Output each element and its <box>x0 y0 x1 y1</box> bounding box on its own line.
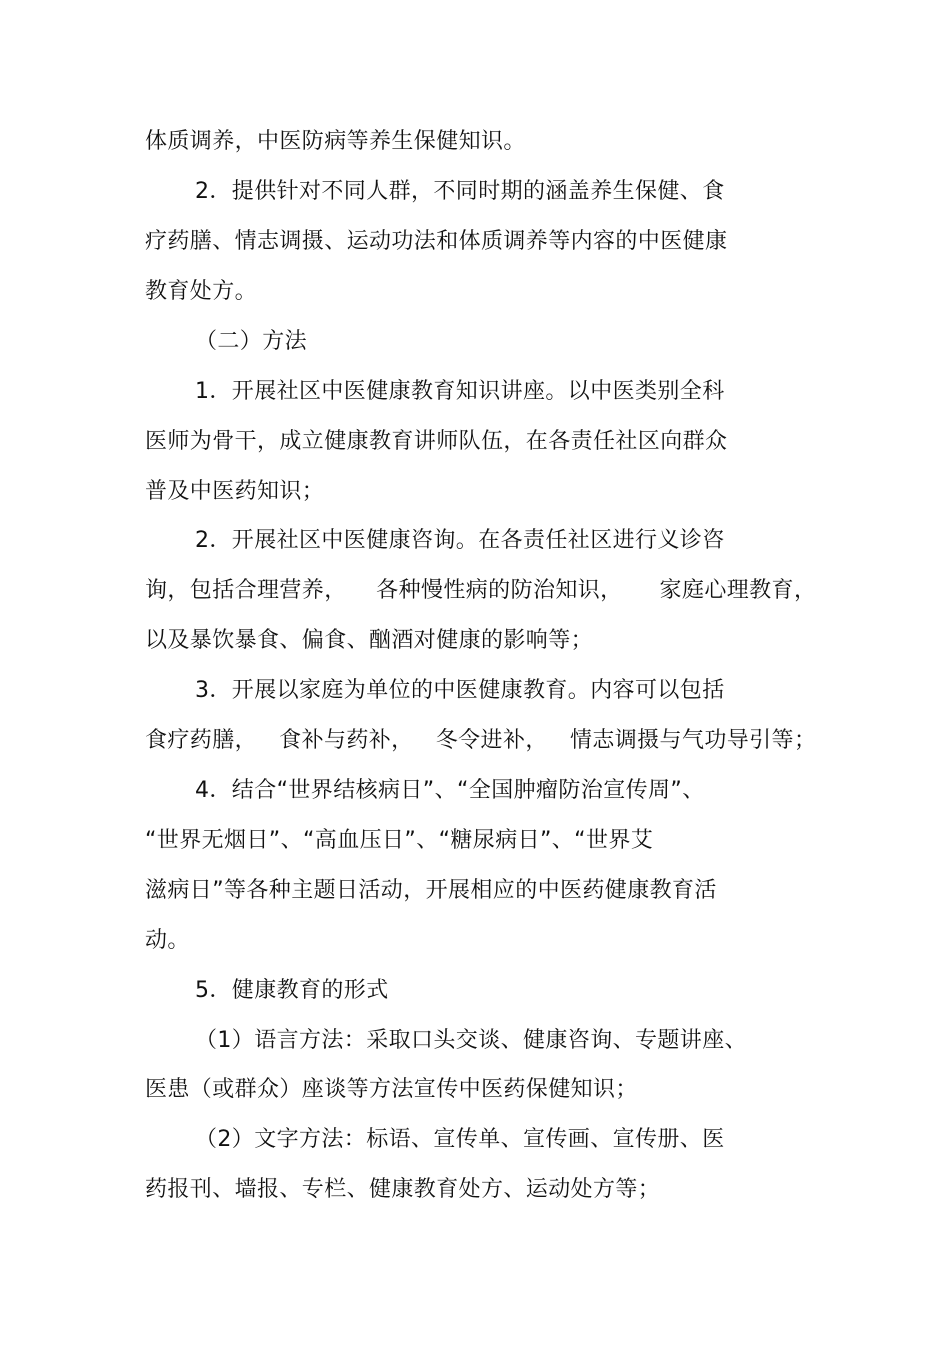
text-line: 3．开展以家庭为单位的中医健康教育。内容可以包括 <box>195 678 725 703</box>
text-line: 滋病日”等各种主题日活动，开展相应的中医药健康教育活 <box>145 878 717 903</box>
text-line: 2．提供针对不同人群，不同时期的涵盖养生保健、食 <box>195 179 725 204</box>
text-line: （1）语言方法：采取口头交谈、健康咨询、专题讲座、 <box>195 1028 747 1053</box>
text-line: 1．开展社区中医健康教育知识讲座。以中医类别全科 <box>195 379 725 404</box>
text-line: 普及中医药知识； <box>145 479 325 504</box>
text-line: （2）文字方法：标语、宣传单、宣传画、宣传册、医 <box>195 1127 725 1152</box>
text-line: “世界无烟日”、“高血压日”、“糖尿病日”、“世界艾 <box>145 828 654 853</box>
text-line: 5．健康教育的形式 <box>195 978 389 1003</box>
text-line: 体质调养，中医防病等养生保健知识。 <box>145 129 526 154</box>
text-line: 2．开展社区中医健康咨询。在各责任社区进行义诊咨 <box>195 528 725 553</box>
text-line: 教育处方。 <box>145 279 258 304</box>
text-line: 以及暴饮暴食、偏食、酗酒对健康的影响等； <box>145 628 594 653</box>
text-line: 动。 <box>145 928 190 953</box>
text-line: 询，包括合理营养， 各种慢性病的防治知识， 家庭心理教育， <box>145 578 817 603</box>
text-line: （二）方法 <box>195 329 308 354</box>
text-line: 医师为骨干，成立健康教育讲师队伍，在各责任社区向群众 <box>145 429 728 454</box>
text-line: 医患（或群众）座谈等方法宣传中医药保健知识； <box>145 1077 638 1102</box>
text-line: 食疗药膳， 食补与药补， 冬令进补， 情志调摄与气功导引等； <box>145 728 817 753</box>
text-line: 药报刊、墙报、专栏、健康教育处方、运动处方等； <box>145 1177 661 1202</box>
text-line: 疗药膳、情志调摄、运动功法和体质调养等内容的中医健康 <box>145 229 728 254</box>
text-line: 4．结合“世界结核病日”、“全国肿瘤防治宣传周”、 <box>195 778 705 803</box>
